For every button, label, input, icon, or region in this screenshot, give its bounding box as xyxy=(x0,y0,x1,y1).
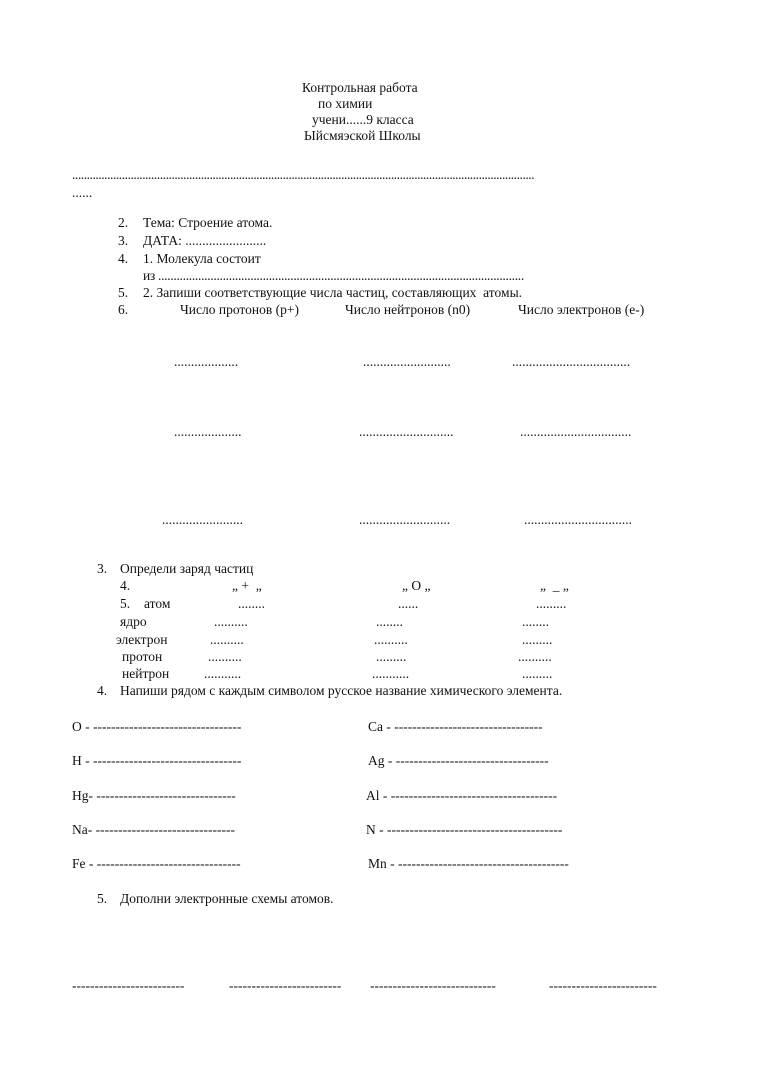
blank-atom-1: ........ xyxy=(238,596,265,611)
element-row-right: N - --------------------------------------- xyxy=(366,822,563,837)
sub-number-4: 4. xyxy=(120,578,131,593)
charge-section-title: Определи заряд частиц xyxy=(120,561,254,576)
list-item-particles: 2. Запиши соответствующие числа частиц, составляющих атомы. xyxy=(143,285,523,300)
title-line-1: Контрольная работа xyxy=(302,80,418,95)
list-item-molecule: 1. Молекула состоит xyxy=(143,251,261,266)
title-line-2: по химии xyxy=(318,96,373,111)
blank-protons-3: ........................ xyxy=(162,512,243,527)
list-number: 2. xyxy=(118,215,129,230)
charge-positive: „ + „ xyxy=(232,578,262,593)
section-number: 4. xyxy=(97,683,108,698)
list-number: 4. xyxy=(118,251,129,266)
blank-neutrons-2: ............................ xyxy=(359,424,454,439)
blank-atom-2: ...... xyxy=(398,596,419,611)
section-number: 5. xyxy=(97,891,108,906)
blank-nucleus-3: ........ xyxy=(522,614,549,629)
list-number: 5. xyxy=(118,285,129,300)
name-dotted-line: .............................................................................................................................................................. xyxy=(72,167,535,182)
sub-number-5: 5. xyxy=(120,596,131,611)
name-dotted-line-cont: ...... xyxy=(72,185,93,200)
blank-proton-3: .......... xyxy=(518,649,552,664)
element-row-left: Na- ------------------------------- xyxy=(72,822,235,837)
list-item-date: ДАТА: ........................ xyxy=(143,233,267,248)
blank-proton-1: .......... xyxy=(208,649,242,664)
row-label-electron: электрон xyxy=(116,632,168,647)
list-number: 6. xyxy=(118,302,129,317)
element-row-left: Hg- ------------------------------- xyxy=(72,788,236,803)
charge-neutral: „ O „ xyxy=(402,578,431,593)
scheme-blank-2: ------------------------- xyxy=(229,978,342,993)
scheme-blank-4: ------------------------ xyxy=(549,978,657,993)
blank-nucleus-2: ........ xyxy=(376,614,403,629)
element-row-right: Ca - --------------------------------- xyxy=(368,719,543,734)
blank-protons-1: ................... xyxy=(174,354,239,369)
list-number: 3. xyxy=(118,233,129,248)
blank-neutron-1: ........... xyxy=(204,666,242,681)
blank-electrons-1: ................................... xyxy=(512,354,631,369)
blank-electron-3: ......... xyxy=(522,632,553,647)
row-label-neutron: нейтрон xyxy=(122,666,170,681)
blank-neutron-3: ......... xyxy=(522,666,553,681)
blank-atom-3: ......... xyxy=(536,596,567,611)
blank-nucleus-1: .......... xyxy=(214,614,248,629)
row-label-nucleus: ядро xyxy=(120,614,147,629)
row-label-atom: атом xyxy=(144,596,171,611)
title-line-4: Ыйсмяэской Школы xyxy=(304,128,421,143)
element-row-right: Ag - ---------------------------------- xyxy=(368,753,549,768)
blank-neutrons-3: ........................... xyxy=(359,512,451,527)
blank-electrons-3: ................................ xyxy=(524,512,632,527)
header-neutrons: Число нейтронов (n0) xyxy=(345,302,471,317)
blank-proton-2: ......... xyxy=(376,649,407,664)
header-electrons: Число электронов (e-) xyxy=(518,302,645,317)
blank-electron-1: .......... xyxy=(210,632,244,647)
charge-negative: „ _ „ xyxy=(540,578,569,593)
element-row-left: O - --------------------------------- xyxy=(72,719,242,734)
elements-section-title: Напиши рядом с каждым символом русское название химического элемента. xyxy=(120,683,563,698)
list-item-topic: Тема: Строение атома. xyxy=(143,215,273,230)
blank-protons-2: .................... xyxy=(174,424,242,439)
list-item-molecule-cont: из ....................................................................................................................... xyxy=(143,268,524,283)
blank-neutrons-1: .......................... xyxy=(363,354,451,369)
title-line-3: учени......9 класса xyxy=(312,112,414,127)
scheme-blank-1: ------------------------- xyxy=(72,978,185,993)
element-row-right: Mn - -------------------------------------- xyxy=(368,856,569,871)
blank-electrons-2: ................................. xyxy=(520,424,632,439)
blank-neutron-2: ........... xyxy=(372,666,410,681)
blank-electron-2: .......... xyxy=(374,632,408,647)
element-row-right: Al - ------------------------------------- xyxy=(366,788,558,803)
header-protons: Число протонов (p+) xyxy=(180,302,299,317)
element-row-left: Fe - -------------------------------- xyxy=(72,856,241,871)
section-number: 3. xyxy=(97,561,108,576)
element-row-left: H - --------------------------------- xyxy=(72,753,242,768)
scheme-blank-3: ---------------------------- xyxy=(370,978,496,993)
schemes-section-title: Дополни электронные схемы атомов. xyxy=(120,891,334,906)
row-label-proton: протон xyxy=(122,649,163,664)
